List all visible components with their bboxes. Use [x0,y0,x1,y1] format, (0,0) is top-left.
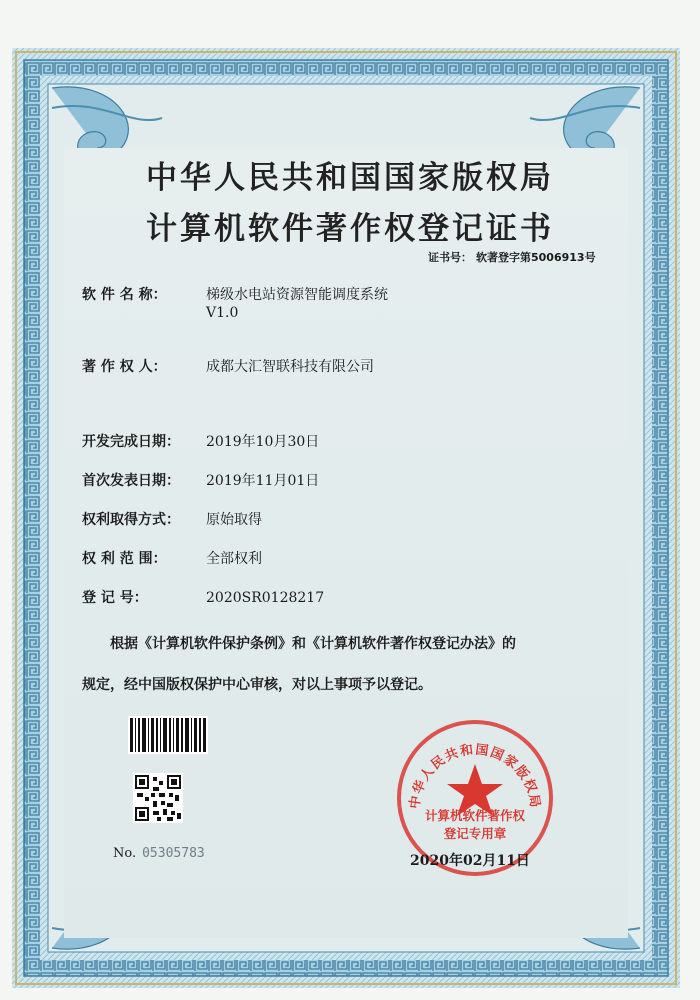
field-value: 梯级水电站资源智能调度系统 [206,287,388,303]
seal-line-2: 登记专用章 [443,826,507,841]
software-version: V1.0 [206,305,239,321]
field-label: 著 作 权 人： [82,359,167,375]
statement-line-2: 规定，经中国版权保护中心审核，对以上事项予以登记。 [82,677,432,693]
statement-line-1: 根据《计算机软件保护条例》和《计算机软件著作权登记办法》的 [110,636,516,652]
field-development-date [82,432,319,452]
field-registration-number [82,588,324,608]
field-label: 开发完成日期： [82,434,180,450]
serial-prefix: No. [113,846,137,861]
field-label: 权利取得方式： [82,512,180,528]
field-copyright-owner [82,357,374,377]
field-label: 权 利 范 围： [82,551,167,567]
issue-date: 2020年02月11日 [410,853,530,869]
field-publication-date [82,471,319,491]
certificate-number-label: 证书号： [428,251,472,264]
field-software-name [82,285,388,305]
certificate-title: 计算机软件著作权登记证书 [146,211,554,247]
field-rights-scope [82,549,262,569]
field-value: 原始取得 [206,512,262,528]
certificate-number [424,249,596,265]
field-value: 全部权利 [206,551,262,567]
field-value: 2019年10月30日 [206,434,320,450]
field-label: 登 记 号： [82,590,148,606]
seal-arc-text: 中华人民共和国国家版权局 [407,742,543,810]
issuer-title: 中华人民共和国国家版权局 [146,160,554,196]
field-value: 2020SR0128217 [206,590,325,606]
serial-value: 05305783 [142,846,205,861]
barcode [128,716,208,754]
field-acquisition-method [82,510,262,530]
certificate-number-value: 软著登字第5006913号 [476,251,596,264]
field-value: 成都大汇智联科技有限公司 [206,359,374,375]
serial-number [113,846,205,861]
field-value: 2019年11月01日 [206,473,320,489]
seal-line-1: 计算机软件著作权 [424,808,525,823]
field-label: 首次发表日期： [82,473,180,489]
field-label: 软 件 名 称： [82,287,167,303]
qr-code [133,773,183,823]
